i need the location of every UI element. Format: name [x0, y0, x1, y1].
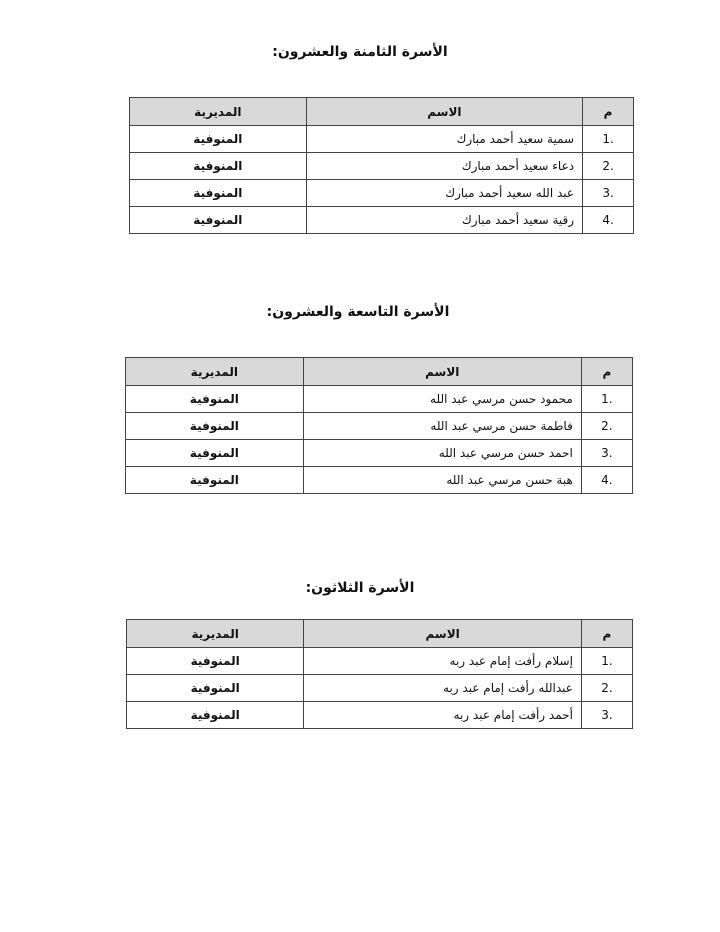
section-title: الأسرة الثامنة والعشرون: — [272, 44, 448, 60]
family-table — [129, 97, 634, 234]
header-num: م — [581, 358, 632, 386]
table-row — [127, 648, 633, 675]
table-row — [130, 126, 634, 153]
family-table — [125, 357, 633, 494]
row-num: 3. — [583, 180, 634, 207]
header-name: الاسم — [306, 98, 582, 126]
row-directorate: المنوفية — [127, 702, 304, 729]
row-directorate: المنوفية — [130, 126, 307, 153]
row-num: 1. — [581, 386, 632, 413]
table-row — [130, 207, 634, 234]
row-name: رقية سعيد أحمد مبارك — [306, 207, 582, 234]
row-num: 1. — [581, 648, 632, 675]
table-row — [126, 440, 633, 467]
table-header-row — [127, 620, 633, 648]
row-num: 2. — [581, 675, 632, 702]
row-num: 4. — [581, 467, 632, 494]
row-directorate: المنوفية — [126, 386, 304, 413]
row-name: إسلام رأفت إمام عبد ربه — [304, 648, 582, 675]
row-name: دعاء سعيد أحمد مبارك — [306, 153, 582, 180]
row-name: عبد الله سعيد أحمد مبارك — [306, 180, 582, 207]
table-row — [130, 153, 634, 180]
table-row — [126, 386, 633, 413]
row-directorate: المنوفية — [126, 440, 304, 467]
row-name: احمد حسن مرسي عبد الله — [303, 440, 581, 467]
header-directorate: المديرية — [126, 358, 304, 386]
row-name: سمية سعيد أحمد مبارك — [306, 126, 582, 153]
section-title: الأسرة التاسعة والعشرون: — [266, 304, 450, 320]
header-num: م — [583, 98, 634, 126]
row-name: محمود حسن مرسي عبد الله — [303, 386, 581, 413]
header-name: الاسم — [304, 620, 582, 648]
row-directorate: المنوفية — [130, 180, 307, 207]
row-directorate: المنوفية — [127, 648, 304, 675]
table-header-row — [130, 98, 634, 126]
row-directorate: المنوفية — [126, 467, 304, 494]
table-row — [126, 467, 633, 494]
row-num: 2. — [583, 153, 634, 180]
row-directorate: المنوفية — [130, 153, 307, 180]
row-name: فاطمة حسن مرسي عبد الله — [303, 413, 581, 440]
table-row — [127, 702, 633, 729]
row-name: أحمد رأفت إمام عبد ربه — [304, 702, 582, 729]
row-num: 4. — [583, 207, 634, 234]
row-num: 1. — [583, 126, 634, 153]
row-num: 3. — [581, 440, 632, 467]
header-directorate: المديرية — [127, 620, 304, 648]
table-row — [130, 180, 634, 207]
family-table — [126, 619, 633, 729]
table-row — [127, 675, 633, 702]
row-directorate: المنوفية — [126, 413, 304, 440]
section-title: الأسرة الثلاثون: — [305, 580, 415, 596]
row-num: 3. — [581, 702, 632, 729]
row-num: 2. — [581, 413, 632, 440]
header-directorate: المديرية — [130, 98, 307, 126]
table-row — [126, 413, 633, 440]
header-num: م — [581, 620, 632, 648]
row-directorate: المنوفية — [130, 207, 307, 234]
header-name: الاسم — [303, 358, 581, 386]
table-header-row — [126, 358, 633, 386]
row-name: هبة حسن مرسي عبد الله — [303, 467, 581, 494]
row-directorate: المنوفية — [127, 675, 304, 702]
row-name: عبدالله رأفت إمام عبد ربه — [304, 675, 582, 702]
